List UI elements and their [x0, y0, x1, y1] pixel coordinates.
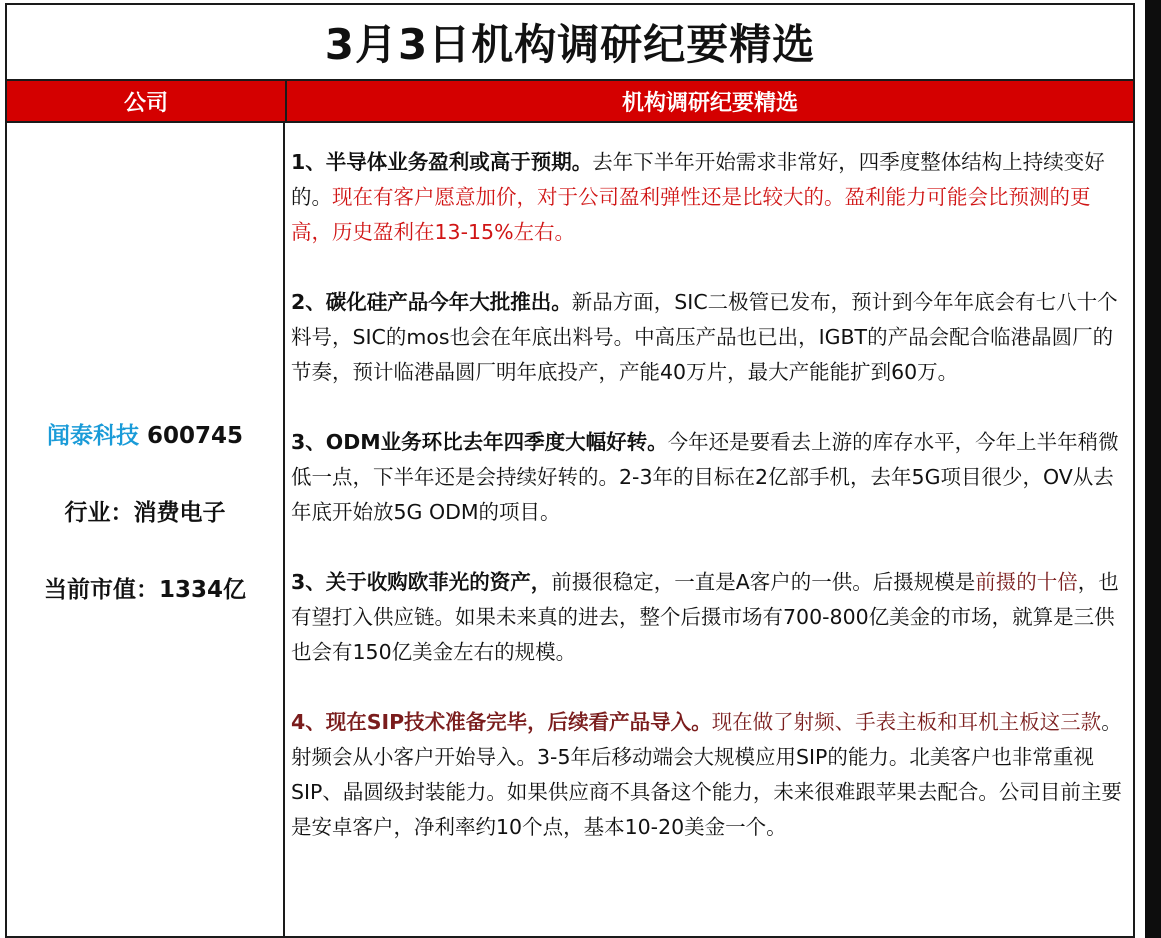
item-text: 今年还是要看去上游的库存水平，今年上半年稍微低一点，下半年还是会持续好转的。2-3年的目标在2亿部手机，去年5G项目很少，OV从去年底开始放5G ODM的项目。 [291, 430, 1119, 524]
summary-cell [285, 123, 1133, 938]
item-heading: 3、关于收购欧菲光的资产， [291, 570, 552, 594]
company-line [47, 417, 243, 450]
item-text: 前摄很稳定，一直是A客户的一供。后摄规模是 [551, 570, 976, 594]
table-header [7, 81, 1133, 123]
summary-item-2 [291, 285, 1125, 390]
item-highlight: 现在有客户愿意加价，对于公司盈利弹性还是比较大的。盈利能力可能会比预测的更高，历史盈利在13-15%左右。 [291, 185, 1091, 244]
summary-item-3 [291, 425, 1125, 530]
edge-bar [1145, 0, 1161, 938]
summary-table [5, 3, 1135, 938]
header-company: 公司 [7, 81, 287, 121]
table-body [7, 123, 1133, 938]
item-heading: 2、碳化硅产品今年大批推出。 [291, 290, 572, 314]
item-text: 去年下半年开始需求非常好，四季度整体结构上持续变好的。 [291, 150, 1105, 209]
page-title: 3月3日机构调研纪要精选 [7, 5, 1133, 81]
industry-label: 行业：消费电子 [64, 500, 226, 526]
summary-item-4 [291, 565, 1125, 670]
item-text-emphasis: 机主板这三款 [978, 710, 1102, 734]
item-text: 新品方面，SIC二极管已发布，预计到今年年底会有七八十个料号，SIC的mos也会在年底出料号。中高压产品也已出，IGBT的产品会配合临港晶圆厂的节奏，预计临港晶圆厂明年底投产，产能40万片，最大产能能扩到60万。 [291, 290, 1118, 384]
company-cell [7, 123, 285, 938]
item-heading: 4、现在SIP技术准备完毕，后续看产品导入。 [291, 710, 712, 734]
header-summary: 机构调研纪要精选 [621, 90, 798, 116]
item-heading: 3、ODM业务环比去年四季度大幅好转。 [291, 430, 668, 454]
item-heading: 1、半导体业务盈利或高于预期。 [291, 150, 593, 174]
item-text: 现在做了射频、手表主板和耳 [711, 710, 979, 734]
item-text: ，也有望打入供应链。如果未来真的进去，整个后摄市场有700-800亿美金的市场，就算是三供也会有150亿美金左右的规模。 [291, 570, 1119, 664]
summary-item-1 [291, 145, 1125, 250]
company-code: 600745 [146, 423, 244, 449]
item-text: 。射频会从小客户开始导入。3-5年后移动端会大规模应用SIP的能力。北美客户也非常重视SIP、晶圆级封装能力。如果供应商不具备这个能力，未来很难跟苹果去配合。公司目前主要是安卓客户，净利率约10个点，基本10-20美金一个。 [291, 710, 1122, 839]
market-cap-label: 当前市值：1334亿 [43, 577, 246, 603]
item-text-emphasis: 前摄的十倍 [975, 570, 1078, 594]
company-name: 闻泰科技 [46, 423, 139, 449]
summary-item-5 [291, 705, 1125, 845]
